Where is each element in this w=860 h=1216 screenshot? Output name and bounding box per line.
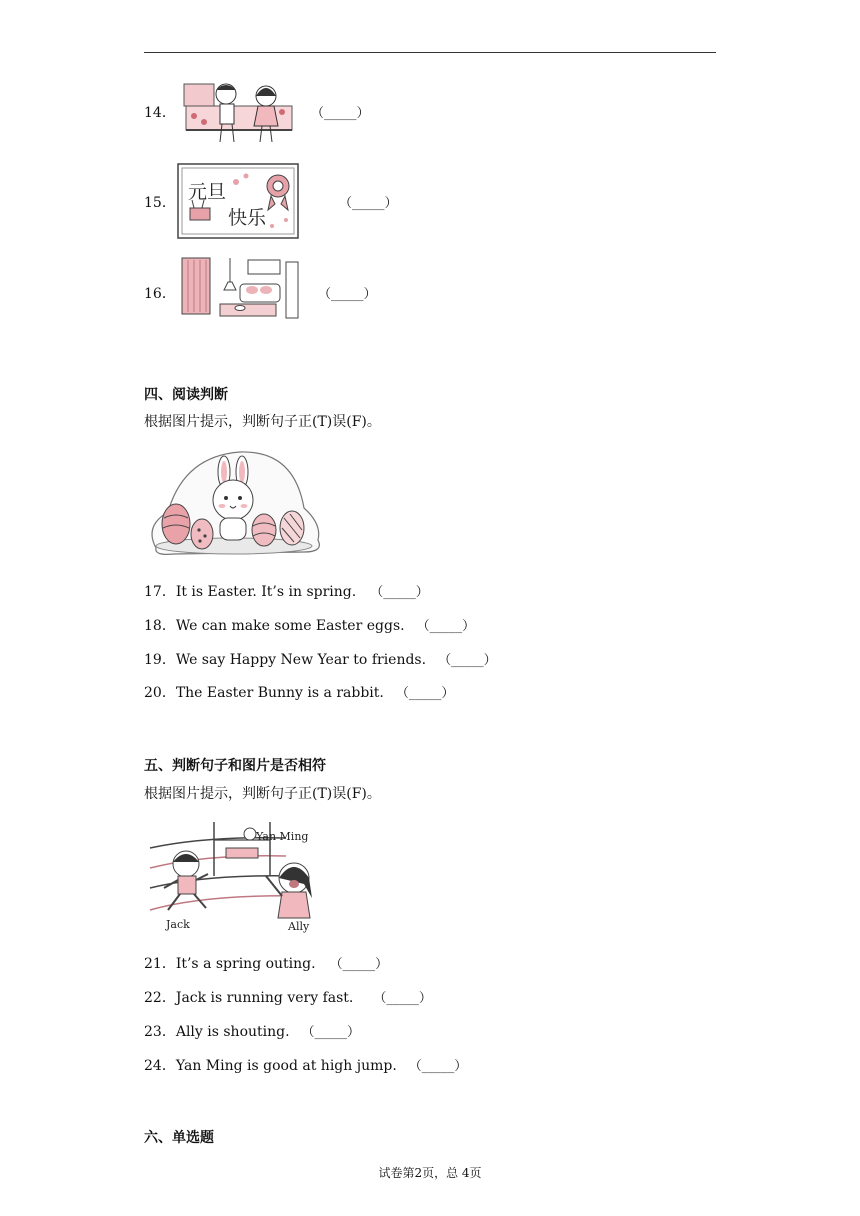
question-text: Yan Ming is good at high jump. [175, 1058, 397, 1074]
item-14-blank[interactable]: （_____） [311, 106, 370, 121]
sports-day-picture [146, 818, 322, 934]
question-text: Jack is running very fast. [175, 990, 354, 1006]
question-text: It is Easter. It’s in spring. [175, 584, 357, 600]
question-text: The Easter Bunny is a rabbit. [175, 685, 384, 701]
question-number: 22． [144, 990, 176, 1006]
label-jack: Jack [166, 918, 190, 931]
new-year-card-picture [174, 160, 302, 242]
answer-blank[interactable]: （_____） [329, 957, 389, 972]
question-17 [144, 581, 429, 601]
card-text-line1: 元旦 [188, 181, 227, 203]
question-number: 18． [144, 618, 176, 634]
page-footer: 试卷第2页，总 4页 [378, 1166, 482, 1180]
item-15-blank[interactable]: （_____） [339, 196, 398, 211]
answer-blank[interactable]: （_____） [373, 991, 432, 1006]
question-text: We say Happy New Year to friends. [175, 652, 427, 668]
section-4-heading: 四、阅读判断 [144, 387, 228, 403]
section-4-instruction: 根据图片提示，判断句子正(T)误(F)。 [144, 414, 381, 430]
question-number: 17． [144, 584, 176, 600]
question-19 [144, 649, 497, 669]
question-number: 20． [144, 685, 176, 701]
question-text: We can make some Easter eggs. [175, 618, 405, 634]
question-number: 23． [144, 1024, 176, 1040]
answer-blank[interactable]: （_____） [416, 619, 476, 634]
section-5-heading: 五、判断句子和图片是否相符 [144, 758, 326, 774]
question-21 [144, 953, 388, 973]
easter-bunny-picture [144, 448, 324, 562]
question-number: 21． [144, 956, 176, 972]
question-23 [144, 1021, 360, 1041]
card-text-line2: 快乐 [228, 207, 267, 229]
living-room-picture [180, 254, 300, 324]
header-rule [144, 52, 716, 53]
answer-blank[interactable]: （_____） [395, 686, 455, 701]
question-20 [144, 682, 454, 702]
item-15-number: 15． [144, 195, 176, 211]
item-14-number: 14． [144, 105, 176, 121]
label-yan-ming: Yan Ming [256, 830, 309, 843]
question-24 [144, 1055, 467, 1075]
question-22 [144, 987, 432, 1007]
question-text: It’s a spring outing. [175, 956, 316, 972]
question-number: 19． [144, 652, 176, 668]
question-text: Ally is shouting. [175, 1024, 290, 1040]
children-picture [182, 78, 294, 150]
answer-blank[interactable]: （_____） [301, 1025, 361, 1040]
item-16-blank[interactable]: （_____） [318, 287, 377, 302]
answer-blank[interactable]: （_____） [370, 585, 429, 600]
label-ally: Ally [288, 920, 310, 933]
section-5-instruction: 根据图片提示，判断句子正(T)误(F)。 [144, 786, 381, 802]
question-number: 24． [144, 1058, 176, 1074]
question-18 [144, 615, 475, 635]
item-16-number: 16． [144, 286, 176, 302]
answer-blank[interactable]: （_____） [438, 653, 497, 668]
answer-blank[interactable]: （_____） [408, 1059, 468, 1074]
section-6-heading: 六、单选题 [144, 1130, 214, 1146]
